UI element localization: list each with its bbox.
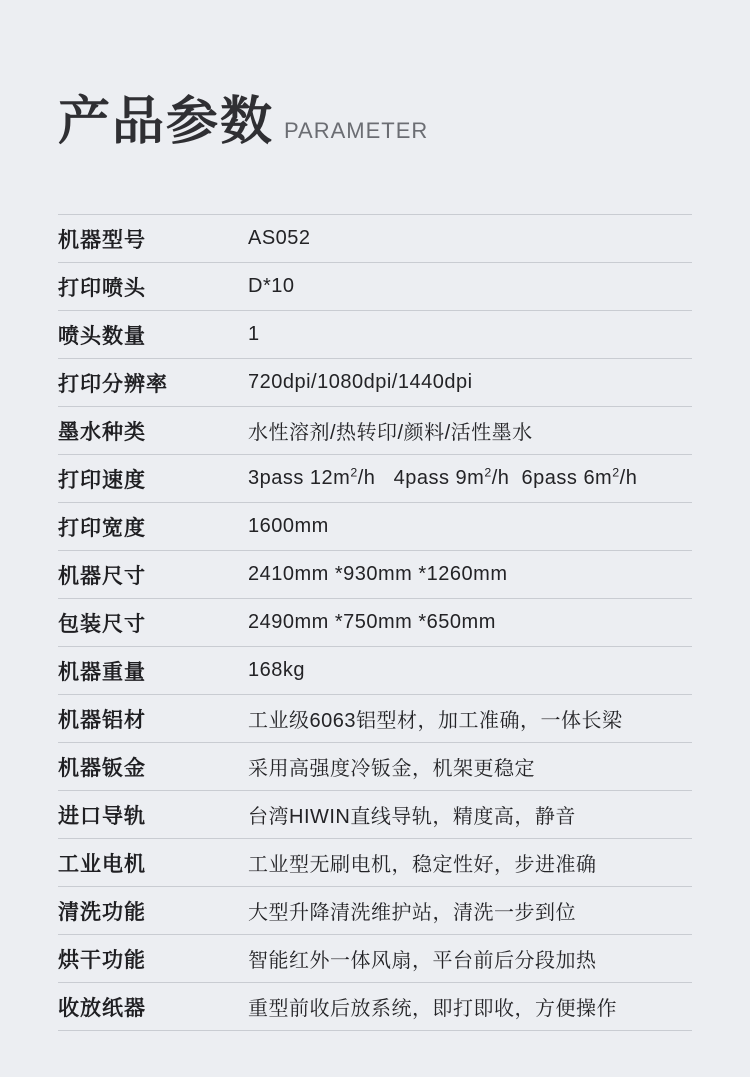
spec-label: 烘干功能 [58,935,248,983]
spec-label: 工业电机 [58,839,248,887]
spec-label: 收放纸器 [58,983,248,1031]
spec-label: 打印分辨率 [58,359,248,407]
spec-value: 采用高强度冷钣金，机架更稳定 [248,743,692,791]
spec-value: 工业级6063铝型材，加工准确，一体长梁 [248,695,692,743]
spec-value: 720dpi/1080dpi/1440dpi [248,359,692,407]
table-row [58,983,692,1031]
spec-label: 包装尺寸 [58,599,248,647]
table-row [58,887,692,935]
spec-label: 机器重量 [58,647,248,695]
table-row [58,455,692,503]
table-row [58,551,692,599]
spec-label: 进口导轨 [58,791,248,839]
table-row [58,743,692,791]
table-row [58,215,692,263]
table-row [58,407,692,455]
spec-label: 机器型号 [58,215,248,263]
spec-label: 机器尺寸 [58,551,248,599]
table-row [58,695,692,743]
specification-table [58,214,692,1031]
table-row [58,791,692,839]
spec-value: 2410mm *930mm *1260mm [248,551,692,599]
spec-value: 工业型无刷电机，稳定性好，步进准确 [248,839,692,887]
page-title: 产品参数 [58,93,275,151]
spec-value: 1600mm [248,503,692,551]
spec-value: 重型前收后放系统，即打即收，方便操作 [248,983,692,1031]
page-header [58,93,429,151]
table-row [58,599,692,647]
specification-table-body [58,215,692,1031]
page-subtitle: PARAMETER [284,118,429,143]
spec-value: 1 [248,311,692,359]
table-row [58,311,692,359]
spec-label: 机器钣金 [58,743,248,791]
table-row [58,503,692,551]
spec-label: 打印喷头 [58,263,248,311]
table-row [58,839,692,887]
spec-value: 大型升降清洗维护站，清洗一步到位 [248,887,692,935]
table-row [58,263,692,311]
spec-label: 喷头数量 [58,311,248,359]
spec-value: 台湾HIWIN直线导轨，精度高，静音 [248,791,692,839]
spec-value: D*10 [248,263,692,311]
spec-value: 智能红外一体风扇，平台前后分段加热 [248,935,692,983]
spec-label: 墨水种类 [58,407,248,455]
table-row [58,647,692,695]
spec-label: 清洗功能 [58,887,248,935]
spec-label: 机器铝材 [58,695,248,743]
spec-value: AS052 [248,215,692,263]
spec-value: 2490mm *750mm *650mm [248,599,692,647]
table-row [58,359,692,407]
spec-label: 打印速度 [58,455,248,503]
spec-label: 打印宽度 [58,503,248,551]
spec-value: 水性溶剂/热转印/颜料/活性墨水 [248,407,692,455]
table-row [58,935,692,983]
spec-value: 3pass $12m^2/h$ 4pass $9m^2/h$ 6pass $6m^2/h$ [248,455,692,503]
spec-value: 168kg [248,647,692,695]
